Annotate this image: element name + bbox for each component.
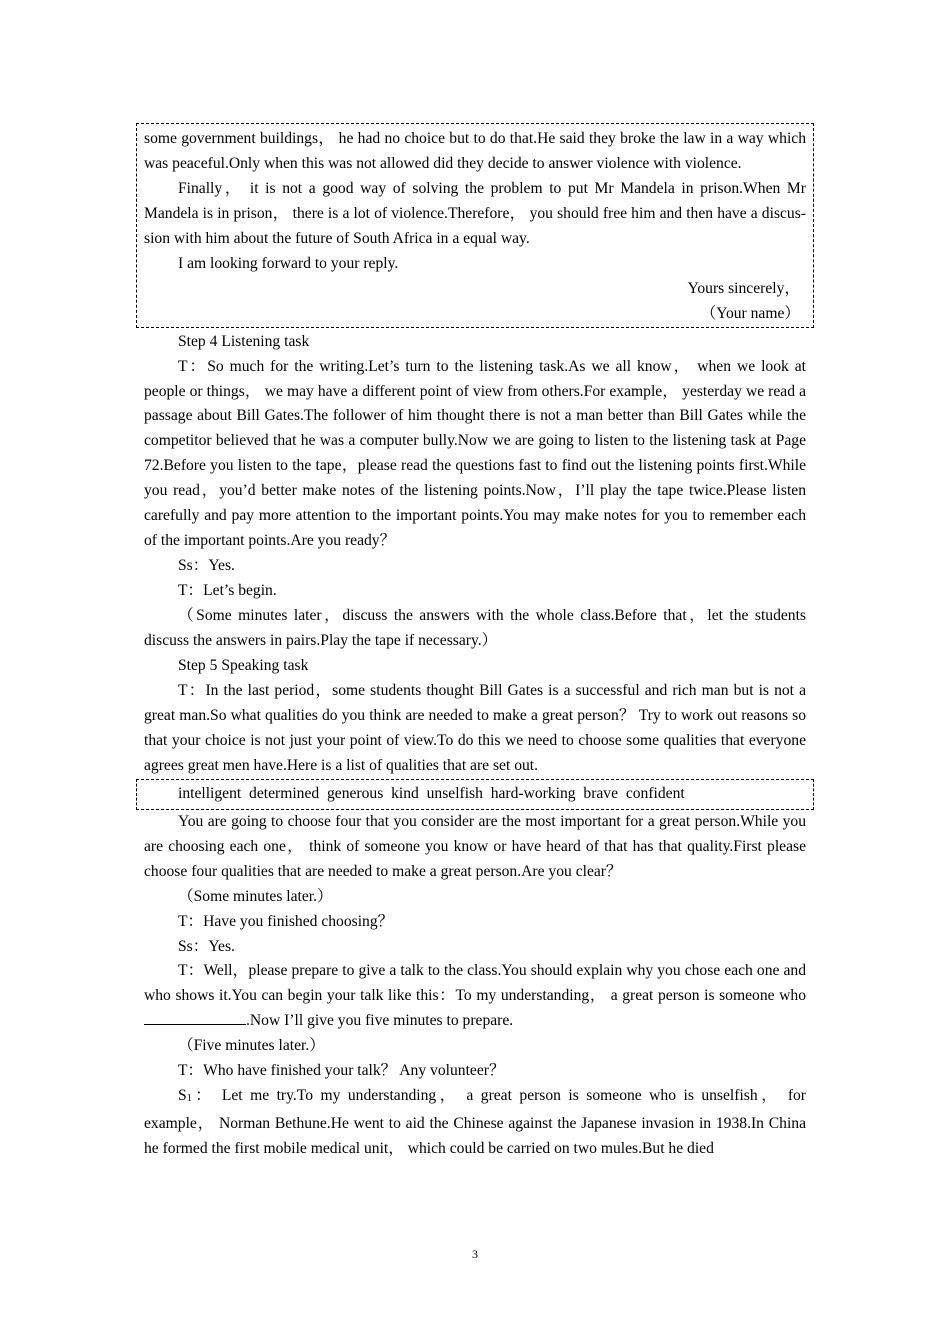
step5-choose-paragraph: You are going to choose four that you consider are the most important for a great person.While you are choosing each one， think of someone you know or have heard of that has that quality.First please choose four qualities that are needed to make a great person.Are you clear？ (144, 812, 806, 880)
step5-teacher-question: T：Have you finished choosing？ (178, 912, 394, 930)
speaker-label: S (178, 1087, 187, 1105)
step5-teacher-instruction (144, 959, 806, 1034)
quality-item: kind (391, 784, 419, 802)
step5-teacher-intro: T：In the last period，some students thought Bill Gates is a successful and rich man but is not a great man.So what qualities do you think are needed to make a great person？ Try to work out reasons so that your choice is not just your point of view.To do this we need to choose some qualities that everyone agrees great men have.Here is a list of qualities that are set out. (144, 681, 806, 774)
letter-box (144, 127, 806, 327)
step4-note: （Some minutes later，discuss the answers with the whole class.Before that，let the students discuss the answers in pairs.Play the tape if necessary.） (144, 607, 806, 650)
quality-item: determined (249, 784, 320, 802)
talk-text: ： Let me try.To my understanding， a great person is someone who is unselfish， for example， Norman Bethune.He went to aid the Chinese against the Japanese invasion in 1938.In China he formed the first mobile medical unit， which could be carried on two mules.But he died (144, 1087, 806, 1158)
student-one-talk (144, 1084, 806, 1162)
page-content (144, 127, 806, 1162)
quality-item: brave (583, 784, 619, 802)
quality-item: intelligent (178, 784, 242, 802)
letter-paragraph: I am looking forward to your reply. (178, 254, 399, 272)
page-number: 3 (472, 1247, 478, 1261)
qualities-box (144, 782, 806, 807)
fill-in-blank (144, 1010, 246, 1025)
qualities-list (144, 782, 806, 807)
step4-students-reply: Ss：Yes. (178, 557, 235, 575)
step5-teacher-volunteer: T：Who have finished your talk？ Any volunteer？ (178, 1062, 505, 1080)
quality-item: hard-working (490, 784, 576, 802)
letter-paragraph: Finally， it is not a good way of solving the problem to put Mr Mandela in prison.When Mr Mandela is in prison， there is a lot of violence.Therefore， you should free him and then have a discus-sion with him about the future of South Africa in a equal way. (144, 179, 806, 247)
step5-students-reply: Ss：Yes. (178, 937, 235, 955)
letter-signature: （Your name） (700, 304, 800, 322)
step4-heading: Step 4 Listening task (178, 332, 310, 350)
letter-paragraph: some government buildings， he had no choice but to do that.He said they broke the law in a way which was peaceful.Only when this was not allowed did they decide to answer violence with violence. (144, 130, 806, 172)
speaker-subscript: 1 (186, 1093, 192, 1105)
quality-item: unselfish (426, 784, 483, 802)
step5-heading: Step 5 Speaking task (178, 657, 309, 675)
quality-item: confident (625, 784, 685, 802)
instruction-text: .Now I’ll give you five minutes to prepare. (246, 1012, 514, 1030)
step4-teacher-intro: T：So much for the writing.Let’s turn to the listening task.As we all know， when we look at people or things， we may have a different point of view from others.For example， yesterday we read a passage about Bill Gates.The follower of him thought there is not a man better than Bill Gates while the competitor believed that he was a computer bully.Now we are going to listen to the listening task at Page 72.Before you listen to the tape，please read the questions fast to find out the listening points first.While you read，you’d better make notes of the listening points.Now，I’ll play the tape twice.Please listen carefully and pay more attention to the important points.You may make notes for you to remember each of the important points.Are you ready？ (144, 357, 806, 550)
step5-note: （Five minutes later.） (178, 1037, 325, 1055)
step5-note: （Some minutes later.） (178, 887, 333, 905)
quality-item: generous (326, 784, 384, 802)
letter-closing: Yours sincerely， (687, 279, 800, 297)
instruction-text: T：Well，please prepare to give a talk to the class.You should explain why you chose each one and who shows it.You can begin your talk like this：To my understanding， a great person is someone who (144, 962, 806, 1005)
step4-teacher-begin: T：Let’s begin. (178, 582, 277, 600)
